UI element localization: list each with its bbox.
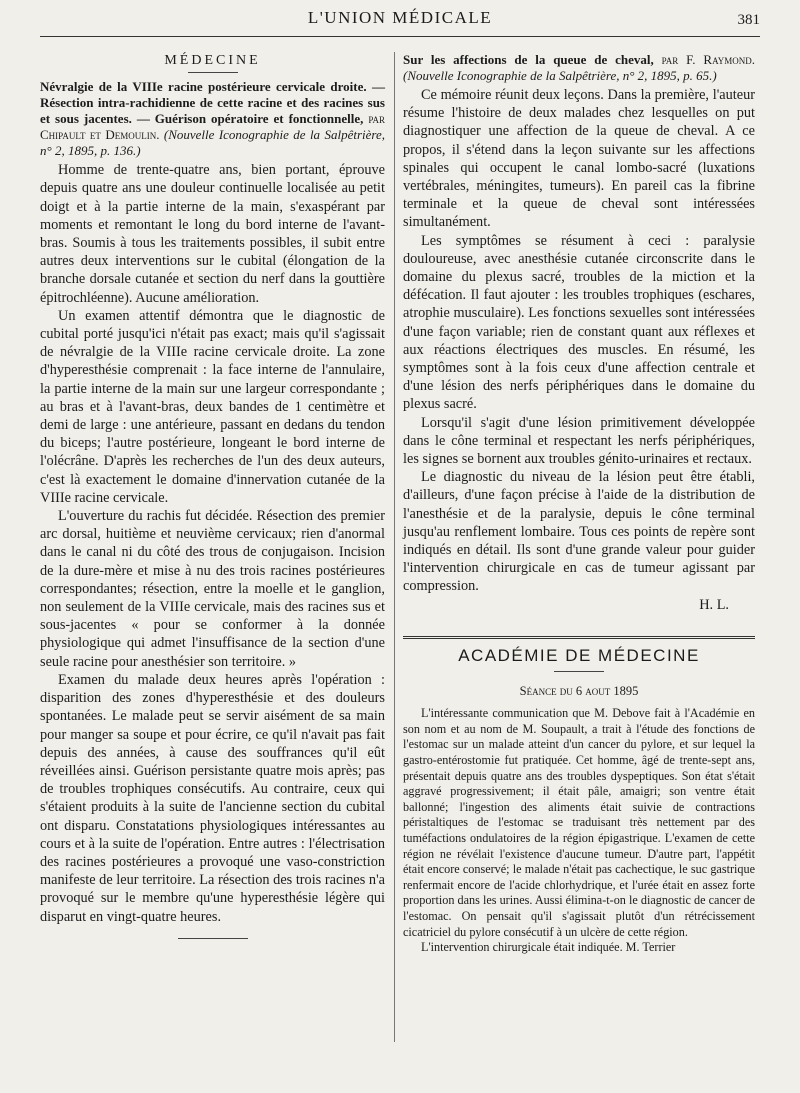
paragraph: L'intervention chirurgicale était indiquée. M. Terrier [421,940,676,955]
article-title: Névralgie de la VIIIe racine postérieure cervicale droite. — Résection intra-rachidienne de cette racine et des racines sus et sous jacentes. — Guérison opératoire et fonctionnelle, [40,79,385,127]
signature: H. L. [699,596,729,613]
article-authors: par F. Raymond. [661,52,755,67]
session-date: Séance du 6 aout 1895 [519,684,639,699]
paragraph: Examen du malade deux heures après l'opération : disparition des zones d'hyperesthésie et des douleurs spontanées. Le malade peut se servir aisément de sa main pour manger sa soupe et pour écrire, ce qu'il n'avait pas fait depuis des années, à cause des souffrances qu'il eût réveillées ainsi. Guérison persistante quatre mois après; pas de troubles trophiques consécutifs. Au contraire, ceux qui s'étaient produits à la suite de l'ancienne section du cubital ont disparu. Constatations physiologiques intéressantes au cours et à la suite de l'opération. Entre autres : l'électrisation des racines postérieures a provoqué une vaso-constriction manifeste de leur territoire. La résection des trois racines n'a provoqué sur le membre qu'une hyperesthésie légère qui disparut en vingt-quatre heures. [40,671,385,925]
paragraph: L'intéressante communication que M. Debove fait à l'Académie en son nom et au nom de M. Soupault, a trait à l'étude des fonctions de l'estomac sur un malade atteint d'un cancer du pylore, et sur lequel la gastro-entérostomie fut pratiquée. Cet homme, âgé de trente-sept ans, présentait depuis quatre ans des troubles dyspeptiques. Son état s'était aggravé progressivement; il était pâle, amaigri; son ventre était ballonné; l'ingestion des aliments était suivie de contractions péristaltiques de l'estomac se traduisant très nettement par des tuméfactions ondulatoires de la région épigastrique. L'examen de cette région ne révélait l'existence d'aucune tumeur. D'autre part, l'appétit était encore conservé; le malade n'était pas cachectique, le suc gastrique renfermait encore de l'acide chlorhydrique, et l'urée était en assez forte proportion dans les urines. Aussi élimina-t-on le diagnostic de cancer de l'estomac. On pensait qu'il s'agissait plutôt d'un rétrécissement cicatriciel du pylore consécutif à un ulcère de cette région. [403,706,755,939]
paragraph: Le diagnostic du niveau de la lésion peut être établi, d'ailleurs, d'une façon précise à l'aide de la distribution de l'anesthésie et de la paralysie, depuis le cône terminal jusqu'au renflement lombaire. Tous ces points de repère sont indiqués en détail. Ils sont d'une grande valeur pour guider l'intervention chirurgicale en cas de tumeur agissant par compression. [403,469,755,595]
header-rule [40,36,760,37]
column-divider [394,52,395,1042]
paragraph: L'ouverture du rachis fut décidée. Résection des premier arc dorsal, huitième et neuvième cervicaux; rien d'anormal dans le canal ni du côté des trous de conjugaison. Incision de la dure-mère et mise à nu des trois racines postérieures correspondantes; résection, entre la moelle et le ganglion, non seulement de la VIIIe cervicale, mais des racines sus et sous-jacentes « pour se conformer à la donnée physiologique qui admet l'insuffisance de la section d'une seule racine pour anesthésier son territoire. » [40,508,385,670]
academy-title: ACADÉMIE DE MÉDECINE [458,645,700,665]
running-title: L'UNION MÉDICALE [307,8,493,27]
paragraph: Les symptômes se résument à ceci : paralysie douloureuse, avec anesthésie cutanée circonscrite dans le domaine du plexus sacré, troubles de la miction et la défécation. Il faut ajouter : les troubles trophiques (eschares, atrophie musculaire). Les fonctions sexuelles sont intéressées d'une façon variable; rien de constant quant aux réflexes et aux réactions électriques des muscles. En résumé, les symptômes sont à la fois ceux d'une affection centrale et d'une lésion des nerfs périphériques dans le domaine du plexus sacré. [403,232,755,413]
left-column [40,52,385,939]
article-title: Sur les affections de la queue de cheval, [403,52,654,67]
article-heading [40,79,385,159]
section-rule [188,72,238,73]
paragraph: Homme de trente-quatre ans, bien portant, éprouve depuis quatre ans une douleur continuelle localisée au petit doigt et à la partie interne de la main, s'exaspérant par moments et remontant le long du bord interne de l'avant-bras. Soumis à tous les traitements possibles, il subit entre autres deux interventions sur le cubital (élongation de la branche dorsale cutanée et section du nerf dans la gouttière épitrochléenne). Aucune amélioration. [40,162,385,306]
article-authors: par Chipault et Demoulin. [40,111,385,143]
article-heading [403,52,755,84]
double-rule [403,636,755,639]
page-header [40,8,760,34]
right-column [403,52,755,956]
academy-rule [554,671,604,672]
end-rule [178,938,248,939]
paragraph: Un examen attentif démontra que le diagnostic de cubital porté jusqu'ici n'était pas exact; mais qu'il s'agissait de névralgie de la VIIIe racine cervicale droite. La zone d'hyperesthésie comprenait : la face interne de l'annulaire, la partie interne de la main sur une largeur correspondante ; au bras et à l'avant-bras, deux bandes de 1 centimètre et demi de large : une antérieure, passant en dedans du tendon du biceps; l'autre postérieure, longeant le bord interne de l'olécrâne. D'après les recherches de l'un des deux auteurs, c'est là exactement le domaine d'innervation cutanée de la VIIIe racine cervicale. [40,307,385,506]
paragraph: Ce mémoire réunit deux leçons. Dans la première, l'auteur résume l'histoire de deux malades chez lesquelles on put diagnostiquer une affection de la queue de cheval. A ce propos, il s'étend dans la leçon suivante sur les affections spinales qui occupent le canal lombo-sacré (luxations vertébrales, méningites, tumeurs). En pareil cas la fibrine terminale et la queue de cheval sont intéressées simultanément. [403,87,755,231]
paragraph: Lorsqu'il s'agit d'une lésion primitivement développée dans le cône terminal et respectant les nerfs périphériques, les signes se bornent aux troubles génito-urinaires et rectaux. [403,414,755,468]
section-title: MÉDECINE [164,53,261,68]
article-source: (Nouvelle Iconographie de la Salpêtrière, n° 2, 1895, p. 136.) [40,127,385,159]
page-number: 381 [737,12,760,28]
article-source: (Nouvelle Iconographie de la Salpêtrière, n° 2, 1895, p. 65.) [403,68,717,83]
